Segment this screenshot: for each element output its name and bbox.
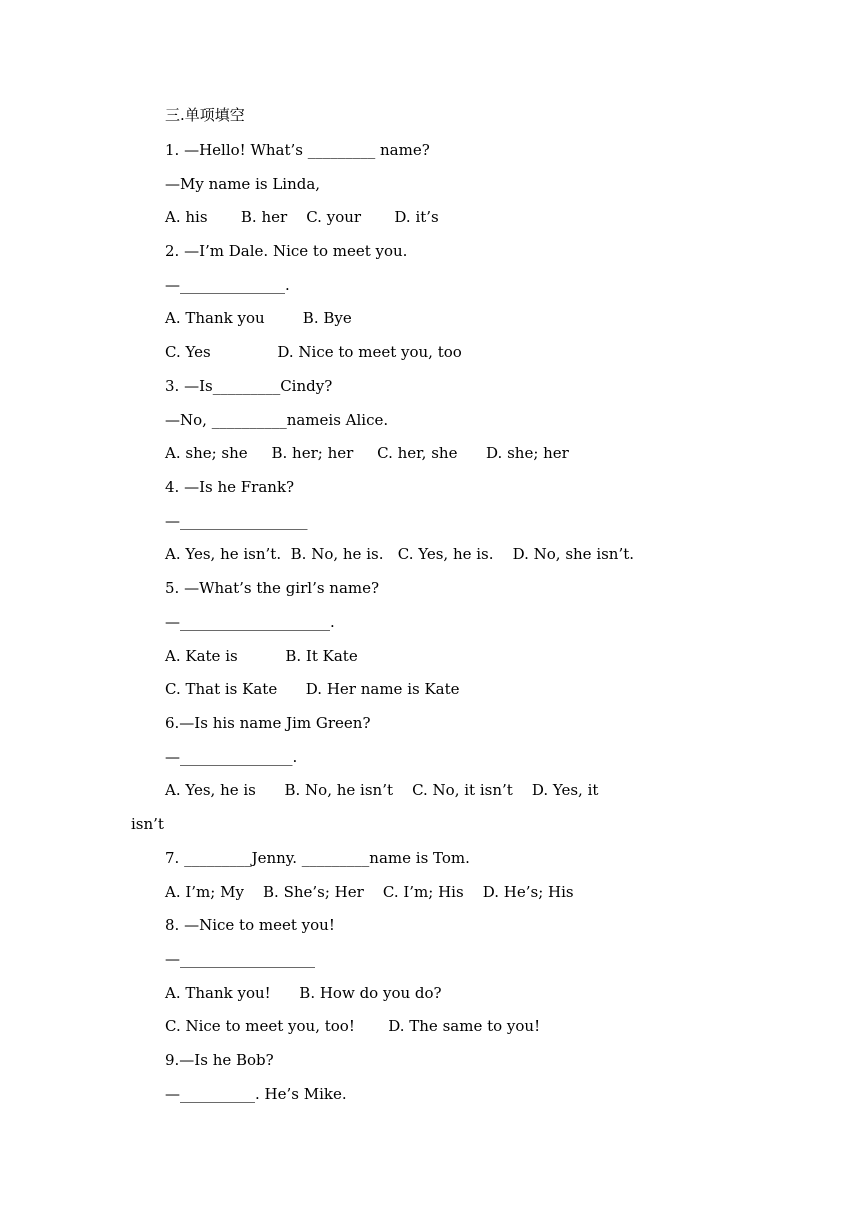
question-2-response: —______________. xyxy=(165,276,290,294)
question-8-options-row-1: A. Thank you! B. How do you do? xyxy=(165,984,442,1002)
question-8-response: —__________________ xyxy=(165,950,315,968)
question-6-response: —_______________. xyxy=(165,748,298,766)
question-5-response: —____________________. xyxy=(165,613,335,631)
question-9-stem: 9.—Is he Bob? xyxy=(165,1051,274,1069)
question-6-stem: 6.—Is his name Jim Green? xyxy=(165,714,371,732)
question-5-options-row-1: A. Kate is B. It Kate xyxy=(165,647,358,665)
question-4-options: A. Yes, he isn’t. B. No, he is. C. Yes, he is. D. No, she isn’t. xyxy=(165,545,635,563)
question-1-options: A. his B. her C. your D. it’s xyxy=(165,208,439,226)
question-1-response: —My name is Linda, xyxy=(165,175,321,193)
question-8-stem: 8. —Nice to meet you! xyxy=(165,916,335,934)
question-9-response: —__________. He’s Mike. xyxy=(165,1085,347,1103)
question-5-stem: 5. —What’s the girl’s name? xyxy=(165,579,380,597)
question-3-options: A. she; she B. her; her C. her, she D. she; her xyxy=(165,444,569,462)
question-1-stem: 1. —Hello! What’s _________ name? xyxy=(165,141,430,159)
question-3-response: —No, __________nameis Alice. xyxy=(165,411,389,429)
question-7-stem: 7. _________Jenny. _________name is Tom. xyxy=(165,849,470,867)
question-4-stem: 4. —Is he Frank? xyxy=(165,478,295,496)
question-8-options-row-2: C. Nice to meet you, too! D. The same to you! xyxy=(165,1017,541,1035)
question-6-options-continued: isn’t xyxy=(131,815,164,833)
question-2-options-row-2: C. Yes D. Nice to meet you, too xyxy=(165,343,462,361)
question-4-response: —_________________ xyxy=(165,512,308,530)
question-2-options-row-1: A. Thank you B. Bye xyxy=(165,309,352,327)
question-6-options: A. Yes, he is B. No, he isn’t C. No, it isn’t D. Yes, it xyxy=(165,781,599,799)
question-5-options-row-2: C. That is Kate D. Her name is Kate xyxy=(165,680,460,698)
question-3-stem: 3. —Is_________Cindy? xyxy=(165,377,333,395)
question-7-options: A. I’m; My B. She’s; Her C. I’m; His D. He’s; His xyxy=(165,883,574,901)
question-2-stem: 2. —I’m Dale. Nice to meet you. xyxy=(165,242,408,260)
section-title: 三.单项填空 xyxy=(165,106,245,124)
